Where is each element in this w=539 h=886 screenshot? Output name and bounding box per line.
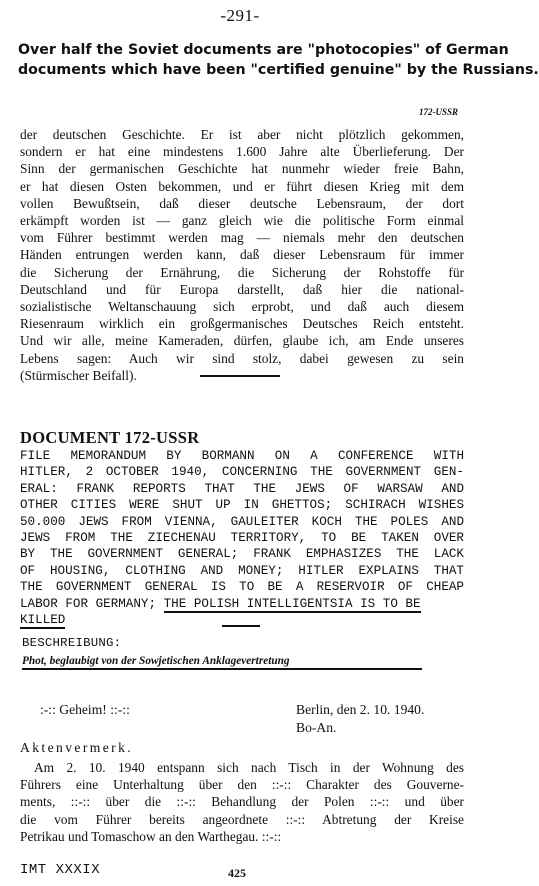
volume-label: IMT XXXIX bbox=[20, 862, 101, 878]
text-line: sozialistische Weltanschauung sich erprobt, und daß auch diesem bbox=[20, 299, 464, 315]
text-line: die Sicherung der Ernährung, die Sicherung der Rohstoffe für bbox=[20, 264, 464, 280]
summary-line: FILE MEMORANDUM BY BORMANN ON A CONFERENCE WITH bbox=[20, 449, 464, 463]
summary-line: OF HOUSING, CLOTHING AND MONEY; HITLER EXPLAINS THAT bbox=[20, 563, 464, 578]
underlined-text: THE POLISH INTELLIGENTSIA IS TO BE bbox=[163, 596, 421, 611]
section-divider bbox=[222, 625, 260, 627]
text-line: sondern er hat eine mindestens 1.600 Jahre alte Überlieferung. Der bbox=[20, 144, 464, 160]
text-line: erkämpft worden ist — ganz gleich wie die politische Form einmal bbox=[20, 213, 464, 229]
text-line: Petrikau und Tomaschow an den Warthegau. ::-:: bbox=[20, 828, 282, 844]
german-speech-excerpt bbox=[20, 126, 464, 384]
summary-line: THE GOVERNMENT GENERAL IS TO BE A RESERVOIR OF CHEAP bbox=[20, 580, 464, 595]
summary-line: ERAL: FRANK REPORTS THAT THE JEWS OF WARSAW AND bbox=[20, 481, 464, 496]
place-date: Berlin, den 2. 10. 1940. bbox=[296, 702, 425, 717]
memo-body bbox=[20, 759, 464, 845]
text-line: die vom Führer bereits angeordnete ::-:: Abtretung der Kreise bbox=[20, 811, 464, 827]
memo-heading: Aktenvermerk. bbox=[20, 740, 134, 755]
summary-line: JEWS FROM THE ZIECHENAU TERRITORY, TO BE TAKEN OVER bbox=[20, 531, 464, 546]
document-ref-tag: 172-USSR bbox=[418, 107, 458, 117]
summary-text: LABOR FOR GERMANY; bbox=[20, 596, 164, 611]
underlined-text: KILLED bbox=[20, 613, 66, 628]
summary-line: 50.000 JEWS FROM VIENNA, GAULEITER KOCH THE POLES AND bbox=[20, 514, 464, 529]
text-line: Riesenraum wirklich ein großgermanisches Deutsches Reich entsteht. bbox=[20, 316, 464, 332]
text-line: Händen entrungen werden kann, daß dieser Lebensraum für immer bbox=[20, 247, 464, 263]
text-line: vom Führer bestimmt werden mag — niemals mehr den deutschen bbox=[20, 230, 464, 246]
document-title: DOCUMENT 172-USSR bbox=[20, 428, 200, 447]
summary-line: BY THE GOVERNMENT GENERAL; FRANK EMPHASIZES THE LACK bbox=[20, 547, 464, 562]
text-line: der deutschen Geschichte. Er ist aber nicht plötzlich gekommen, bbox=[20, 127, 464, 142]
summary-line: HITLER, 2 OCTOBER 1940, CONCERNING THE GOVERNMENT GEN- bbox=[20, 465, 464, 480]
document-summary bbox=[20, 448, 464, 628]
description-label: BESCHREIBUNG: bbox=[22, 636, 122, 650]
text-line: Am 2. 10. 1940 entspann sich nach Tisch in der Wohnung des bbox=[34, 760, 464, 775]
text-line: Und wir alle, meine Kameraden, dürfen, glaube ich, am Ende unseres bbox=[20, 333, 464, 349]
editorial-note bbox=[18, 40, 539, 80]
text-line: Sinn der germanischen Geschichte hat nunmehr wieder freie Bahn, bbox=[20, 161, 464, 177]
description-value: Phot, beglaubigt von der Sowjetischen Anklagevertretung bbox=[22, 655, 422, 670]
text-line: Deutschland und für Europa darstellt, daß hier die national- bbox=[20, 281, 464, 297]
print-page-number: 425 bbox=[228, 866, 246, 880]
text-line: er hat diesen Osten bekommen, und er führt diesen Krieg mit dem bbox=[20, 178, 464, 194]
text-line: Führers eine Unterhaltung über den ::-:: Charakter des Gouverne- bbox=[20, 777, 464, 793]
section-divider bbox=[200, 375, 280, 377]
editorial-note-line: Over half the Soviet documents are "photocopies" of German bbox=[18, 42, 509, 58]
classification-mark: :-:: Geheim! ::-:: bbox=[40, 702, 130, 717]
page-number: -291- bbox=[220, 6, 260, 25]
text-line: (Stürmischer Beifall). bbox=[20, 367, 137, 383]
text-line: vollen Bewußtsein, daß dieser deutsche Lebensraum, der dort bbox=[20, 195, 464, 211]
summary-line: OTHER CITIES WERE SHUT UP IN GHETTOS; SCHIRACH WISHES bbox=[20, 498, 464, 513]
reference-code: Bo-An. bbox=[296, 720, 337, 735]
text-line: ments, ::-:: über die ::-:: Behandlung der Polen ::-:: und über bbox=[20, 794, 464, 810]
text-line: Lebens sagen: Auch wir sind stolz, dabei gewesen zu sein bbox=[20, 350, 464, 366]
summary-line bbox=[20, 596, 464, 612]
editorial-note-line: documents which have been "certified genuine" by the Russians. bbox=[18, 62, 539, 78]
